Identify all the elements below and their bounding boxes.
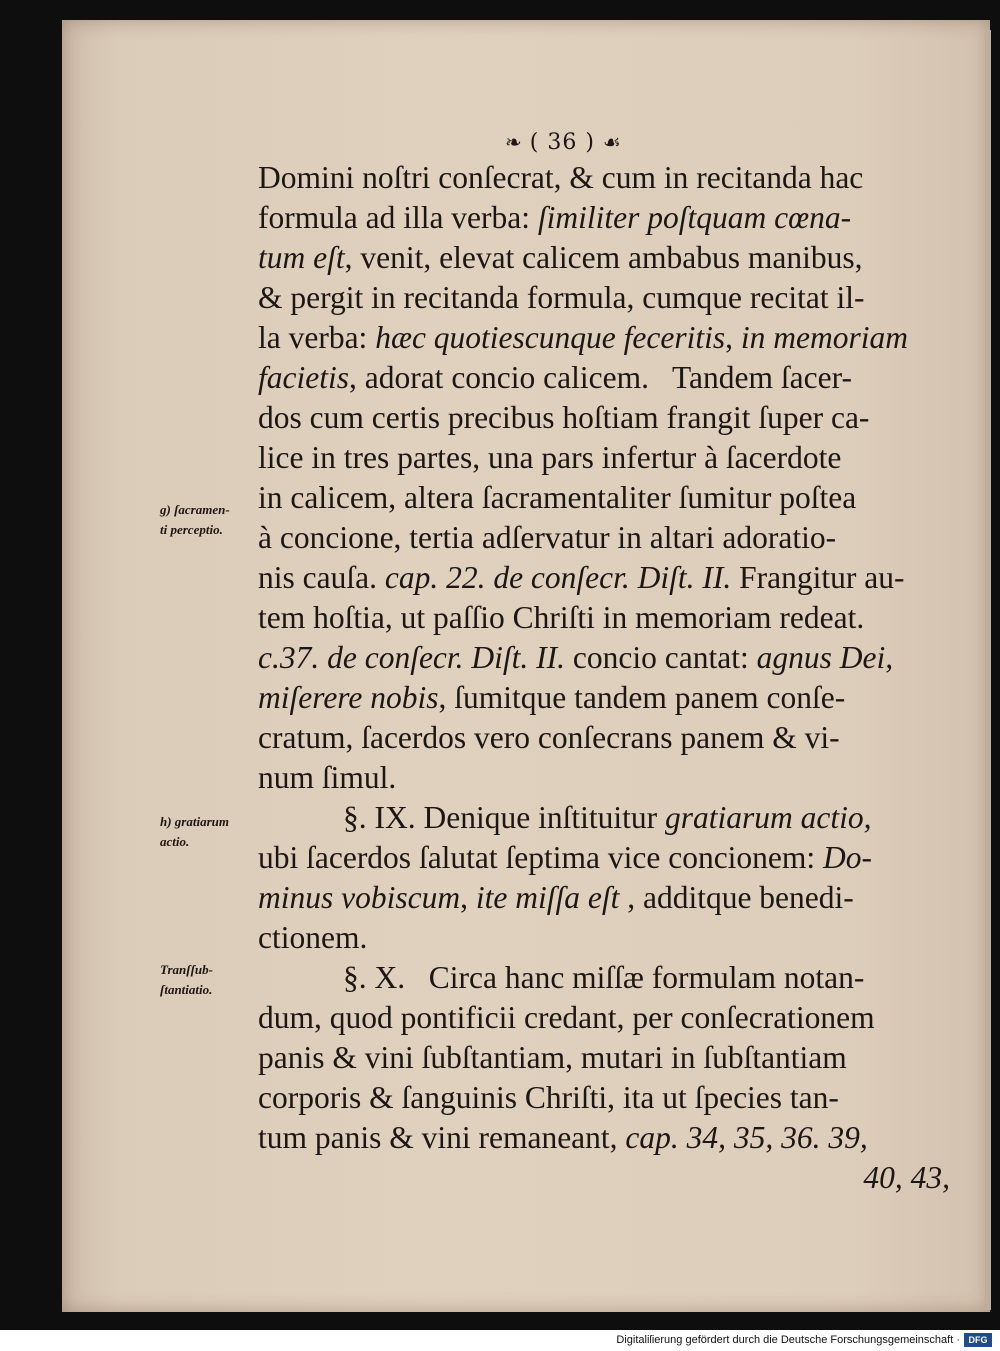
- text-line: [258, 798, 950, 838]
- italic-text-run: agnus Dei,: [756, 640, 894, 675]
- text-run: à concione, tertia adſervatur in altari adoratio-: [258, 520, 837, 555]
- text-line: [258, 718, 950, 758]
- text-run: ,: [460, 880, 476, 915]
- text-line: [258, 598, 950, 638]
- text-line: [258, 398, 950, 438]
- text-line: [258, 958, 950, 998]
- text-run: la verba:: [258, 320, 376, 355]
- footer-bar: [0, 1330, 1000, 1351]
- marginal-note-line: ti perceptio.: [160, 522, 223, 537]
- text-run: , venit, elevat calicem ambabus manibus,: [344, 240, 863, 275]
- text-run: cratum, ſacerdos vero conſecrans panem & vi-: [258, 720, 840, 755]
- text-line: [258, 438, 950, 478]
- text-run: tem hoſtia, ut paſſio Chriſti in memoriam redeat.: [258, 600, 865, 635]
- text-run: in calicem, altera ſacramentaliter ſumitur poſtea: [258, 480, 857, 515]
- italic-text-run: tum eſt: [258, 240, 345, 275]
- text-run: dos cum certis precibus hoſtiam frangit ſuper ca-: [258, 400, 870, 435]
- italic-text-run: gratiarum actio,: [664, 800, 872, 835]
- italic-text-run: cap. 34, 35, 36. 39,: [625, 1120, 868, 1155]
- page-header: [505, 126, 685, 158]
- text-line: [258, 638, 950, 678]
- text-run: num ſimul.: [258, 760, 397, 795]
- text-run: , adorat concio calicem. Tandem ſacer-: [348, 360, 852, 395]
- text-run: Domini noſtri conſecrat, & cum in recitanda hac: [258, 160, 864, 195]
- ornament-right-icon: ☙: [602, 130, 621, 154]
- italic-text-run: hæc quotiescunque feceritis: [375, 320, 726, 355]
- italic-text-run: 40, 43,: [863, 1160, 950, 1195]
- text-line: [258, 478, 950, 518]
- italic-text-run: ite miſſa eſt: [475, 880, 620, 915]
- text-run: & pergit in recitanda formula, cumque recitat il-: [258, 280, 865, 315]
- ornament-left-icon: ❧: [505, 130, 522, 154]
- text-line: [258, 198, 950, 238]
- funding-credit: Digitaliſierung gefördert durch die Deutsche Forschungsgemeinschaft ·: [616, 1334, 960, 1346]
- dfg-logo: DFG: [964, 1333, 992, 1347]
- text-run: lice in tres partes, una pars infertur à ſacerdote: [258, 440, 842, 475]
- marginal-note-line: actio.: [160, 834, 190, 849]
- marginal-note-transsubstantiatio: [160, 960, 275, 1000]
- text-run: §. IX. Denique inſtituitur: [343, 800, 665, 835]
- marginal-note-gratiarum: [160, 812, 275, 852]
- marginal-note-line: Tranſſub-: [160, 962, 213, 977]
- marginal-note-sacramenti: [160, 500, 275, 540]
- text-run: dum, quod pontificii credant, per conſecrationem: [258, 1000, 875, 1035]
- page-number: ( 36 ): [529, 129, 595, 155]
- italic-text-run: Do-: [823, 840, 873, 875]
- text-line: [258, 1118, 950, 1158]
- text-line: [258, 918, 950, 958]
- text-line: [258, 758, 950, 798]
- text-run: formula ad illa verba:: [258, 200, 538, 235]
- italic-text-run: minus vobiscum: [258, 880, 461, 915]
- text-run: ctionem.: [258, 920, 368, 955]
- text-run: ,: [725, 320, 741, 355]
- text-line: [258, 358, 950, 398]
- text-line: [258, 678, 950, 718]
- text-line: [258, 1158, 950, 1198]
- text-line: [258, 878, 950, 918]
- text-run: ubi ſacerdos ſalutat ſeptima vice concionem:: [258, 840, 824, 875]
- text-line: [258, 238, 950, 278]
- text-line: [258, 1038, 950, 1078]
- text-line: [258, 518, 950, 558]
- italic-text-run: ſimiliter poſtquam cœna-: [537, 200, 852, 235]
- text-run: corporis & ſanguinis Chriſti, ita ut ſpecies tan-: [258, 1080, 839, 1115]
- text-run: , additque benedi-: [619, 880, 854, 915]
- text-line: [258, 318, 950, 358]
- italic-text-run: cap. 22. de conſecr. Diſt. II.: [384, 560, 732, 595]
- italic-text-run: facietis: [258, 360, 349, 395]
- italic-text-run: miſerere nobis: [258, 680, 439, 715]
- text-run: §. X. Circa hanc miſſæ formulam notan-: [343, 960, 865, 995]
- text-run: , ſumitque tandem panem conſe-: [438, 680, 846, 715]
- text-line: [258, 278, 950, 318]
- text-run: nis cauſa.: [258, 560, 385, 595]
- text-run: concio cantat:: [565, 640, 757, 675]
- marginal-note-line: h) gratiarum: [160, 814, 229, 829]
- marginal-note-line: g) ſacramen-: [160, 502, 230, 517]
- text-run: panis & vini ſubſtantiam, mutari in ſubſtantiam: [258, 1040, 847, 1075]
- text-line: [258, 558, 950, 598]
- marginal-note-line: ſtantiatio.: [160, 982, 213, 997]
- page-edge: [985, 30, 991, 1310]
- italic-text-run: in memoriam: [740, 320, 908, 355]
- text-line: [258, 838, 950, 878]
- text-run: tum panis & vini remaneant,: [258, 1120, 626, 1155]
- text-line: [258, 998, 950, 1038]
- text-line: [258, 1078, 950, 1118]
- text-run: Frangitur au-: [731, 560, 905, 595]
- italic-text-run: c.37. de conſecr. Diſt. II.: [258, 640, 566, 675]
- main-text: [258, 158, 950, 1198]
- text-line: [258, 158, 950, 198]
